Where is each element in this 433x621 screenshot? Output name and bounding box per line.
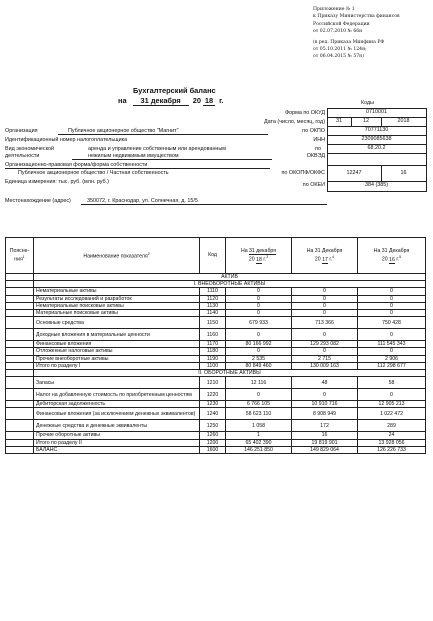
value-2018: 0: [226, 295, 292, 302]
label-okei: по ОКЕИ: [302, 182, 325, 188]
row-name: Запасы: [34, 377, 200, 389]
document-title: Бухгалтерский баланс: [133, 86, 216, 95]
label-okud: Форма по ОКУД: [285, 110, 325, 116]
code-inn: 2309085638: [361, 136, 392, 142]
header-note-line: Приложение № 1: [313, 7, 355, 12]
row-code: 1160: [200, 329, 226, 341]
row-code: 1260: [200, 432, 226, 439]
value-2016: 126 226 733: [358, 446, 426, 453]
row-name: Итого по разделу II: [34, 439, 200, 446]
row-name: Основные средства: [34, 317, 200, 329]
value-2016: 112 298 677: [358, 362, 426, 369]
row-code: 1230: [200, 401, 226, 408]
header-note-line: к Приказу Министерства финансов: [313, 14, 400, 20]
org-label: Организация: [5, 128, 38, 134]
header-note-line: от 02.07.2010 № 66н: [313, 29, 363, 35]
title-day-month: 31 декабря: [133, 96, 189, 106]
table-row: [6, 389, 426, 401]
legal-form-label: Организационно-правовая форма/форма собственности: [5, 162, 270, 169]
row-code: 1200: [200, 439, 226, 446]
row-name: Прочие внеоборотные активы: [34, 355, 200, 362]
row-name: Финансовые вложения: [34, 341, 200, 348]
value-2017: 10 910 716: [292, 401, 358, 408]
explain-cell: [6, 310, 34, 317]
explain-cell: [6, 295, 34, 302]
address-value: 350072, г. Краснодар, ул. Солнечная, д. 15/5: [81, 198, 327, 205]
value-2017: 130 009 163: [292, 362, 358, 369]
table-row: [6, 288, 426, 295]
table-header-row: [6, 238, 426, 274]
value-2018: 80 166 992: [226, 341, 292, 348]
section-title: II. ОБОРОТНЫЕ АКТИВЫ: [34, 370, 426, 377]
section-row: [6, 370, 426, 377]
row-name: Нематериальные активы: [34, 288, 200, 295]
org-name: Публичное акционерное общество "Магнит": [58, 128, 268, 135]
row-code: 1170: [200, 341, 226, 348]
value-2018: 12 116: [226, 377, 292, 389]
code-okved: 68.20.2: [367, 145, 386, 151]
section-title: I. ВНЕОБОРОТНЫЕ АКТИВЫ: [34, 281, 426, 288]
explain-cell: [6, 317, 34, 329]
explain-cell: [6, 439, 34, 446]
explain-cell: [6, 408, 34, 420]
explain-cell: [6, 377, 34, 389]
row-code: 1600: [200, 446, 226, 453]
section-title: АКТИВ: [34, 274, 426, 281]
row-name: Нематериальные поисковые активы: [34, 302, 200, 309]
value-2017: 129 293 082: [292, 341, 358, 348]
value-2017: 2 715: [292, 355, 358, 362]
row-code: 1190: [200, 355, 226, 362]
explain-cell: [6, 302, 34, 309]
explain-cell: [6, 281, 34, 288]
value-2017: 0: [292, 295, 358, 302]
value-2016: 0: [358, 329, 426, 341]
explain-cell: [6, 389, 34, 401]
value-2017: 149 829 064: [292, 446, 358, 453]
value-2018: 65 402 390: [226, 439, 292, 446]
row-code: 1240: [200, 408, 226, 420]
value-2018: 6 766 105: [226, 401, 292, 408]
row-name: Итого по разделу I: [34, 362, 200, 369]
label-okopf: по ОКОПФ/ОКФС: [281, 170, 325, 176]
code-month: 12: [363, 118, 369, 124]
value-2016: 12 905 213: [358, 401, 426, 408]
value-2017: 8 908 949: [292, 408, 358, 420]
code-okpo: 70771130: [364, 127, 389, 133]
codes-header: Коды: [361, 100, 375, 106]
value-2016: 13 928 056: [358, 439, 426, 446]
value-2018: 2 535: [226, 355, 292, 362]
value-2016: 111 545 343: [358, 341, 426, 348]
header-note: [313, 6, 400, 61]
address-label: Местонахождение (адрес): [5, 198, 71, 204]
value-2017: 0: [292, 288, 358, 295]
row-name: Отложенные налоговые активы: [34, 348, 200, 355]
row-code: 1180: [200, 348, 226, 355]
explain-cell: [6, 348, 34, 355]
label-okved-1: по: [315, 146, 321, 152]
value-2016: 1 022 472: [358, 408, 426, 420]
label-okpo: по ОКПО: [302, 128, 325, 134]
value-2016: 58: [358, 377, 426, 389]
row-name: Материальные поисковые активы: [34, 310, 200, 317]
value-2016: 0: [358, 288, 426, 295]
value-2016: 0: [358, 302, 426, 309]
value-2017: 0: [292, 389, 358, 401]
value-2017: 713 366: [292, 317, 358, 329]
explain-cell: [6, 446, 34, 453]
row-code: 1220: [200, 389, 226, 401]
value-2016: 0: [358, 310, 426, 317]
value-2018: 0: [226, 389, 292, 401]
value-2018: 58 623 110: [226, 408, 292, 420]
code-year: 2018: [397, 118, 410, 124]
value-2017: 16: [292, 432, 358, 439]
table-row: [6, 329, 426, 341]
row-code: 1210: [200, 377, 226, 389]
row-code: 1150: [200, 317, 226, 329]
explain-cell: [6, 274, 34, 281]
balance-table: [5, 237, 426, 454]
header-note-line: от 06.04.2015 № 57н): [313, 54, 365, 60]
activity-value-2: нежилым недвижимым имуществом: [72, 153, 272, 160]
table-row: [6, 432, 426, 439]
activity-label-2: деятельности: [5, 153, 40, 159]
table-row: [6, 408, 426, 420]
row-name: Налог на добавленную стоимость по приобретенным ценностям: [34, 389, 200, 401]
label-inn: ИНН: [313, 137, 325, 143]
value-2018: 0: [226, 348, 292, 355]
value-2017: 0: [292, 310, 358, 317]
value-2017: 0: [292, 302, 358, 309]
explain-cell: [6, 329, 34, 341]
value-2016: 2 906: [358, 355, 426, 362]
activity-label-1: Вид экономической: [5, 146, 55, 152]
explain-cell: [6, 420, 34, 432]
col-code: Код: [200, 238, 226, 274]
code-okud: 0710001: [366, 109, 387, 115]
value-2016: 0: [358, 389, 426, 401]
row-code: 1100: [200, 362, 226, 369]
table-row: [6, 362, 426, 369]
value-2016: 750 428: [358, 317, 426, 329]
label-okved-2: ОКВЭД: [306, 153, 325, 159]
row-name: Денежные средства и денежные эквиваленты: [34, 420, 200, 432]
explain-cell: [6, 370, 34, 377]
activity-value-1: аренда и управление собственным или арендованным: [88, 146, 226, 152]
value-2016: 24: [358, 432, 426, 439]
value-2018: 146 251 850: [226, 446, 292, 453]
value-2017: 0: [292, 329, 358, 341]
value-2018: 0: [226, 288, 292, 295]
table-row: [6, 341, 426, 348]
title-year-suffix: г.: [219, 96, 224, 105]
legal-form-value: Публичное акционерное общество / Частная собственность: [18, 170, 169, 176]
row-name: Прочие оборотные активы: [34, 432, 200, 439]
label-date: Дата (число, месяц, год): [263, 119, 325, 125]
value-2016: 0: [358, 295, 426, 302]
value-2018: 80 849 460: [226, 362, 292, 369]
title-na: на: [118, 96, 127, 105]
header-note-line: от 05.10.2011 № 124н;: [313, 47, 367, 53]
title-date-line: [118, 96, 223, 106]
table-row: [6, 420, 426, 432]
code-day: 31: [336, 118, 342, 124]
unit-label: Единица измерения: тыс. руб. (млн. руб.): [5, 179, 109, 185]
explain-cell: [6, 341, 34, 348]
table-row: [6, 355, 426, 362]
value-2016: 0: [358, 348, 426, 355]
row-name: Результаты исследований и разработок: [34, 295, 200, 302]
value-2018: 0: [226, 302, 292, 309]
value-2017: 0: [292, 348, 358, 355]
row-code: 1140: [200, 310, 226, 317]
title-year-prefix: 20: [192, 96, 201, 105]
explain-cell: [6, 401, 34, 408]
col-2018: На 31 декабря 20 18 г.$^3$: [226, 238, 292, 274]
row-name: БАЛАНС: [34, 446, 200, 453]
section-row: [6, 281, 426, 288]
explain-cell: [6, 355, 34, 362]
row-name: Доходные вложения в материальные ценности: [34, 329, 200, 341]
table-row: [6, 310, 426, 317]
value-2016: 289: [358, 420, 426, 432]
header-note-line: Российской Федерации: [313, 21, 370, 27]
explain-cell: [6, 288, 34, 295]
table-row: [6, 401, 426, 408]
table-row: [6, 295, 426, 302]
table-row: [6, 348, 426, 355]
row-name: Финансовые вложения (за исключением денежных эквивалентов): [34, 408, 200, 420]
table-row: [6, 302, 426, 309]
row-name: Дебиторская задолженность: [34, 401, 200, 408]
header-note-line: (в ред. Приказа Минфина РФ: [313, 39, 385, 45]
value-2018: 0: [226, 329, 292, 341]
section-row: [6, 274, 426, 281]
row-code: 1250: [200, 420, 226, 432]
table-row: [6, 439, 426, 446]
explain-cell: [6, 362, 34, 369]
col-name: Наименование показателя$^2$: [34, 238, 200, 274]
col-2017: На 31 Декабря 20 17 г.$^4$: [292, 238, 358, 274]
code-okopf: 12247: [346, 170, 362, 176]
value-2017: 48: [292, 377, 358, 389]
row-code: 1110: [200, 288, 226, 295]
code-okei: 384 (385): [364, 182, 389, 188]
title-year: 18: [204, 96, 214, 105]
value-2018: 1: [226, 432, 292, 439]
row-code: 1120: [200, 295, 226, 302]
value-2017: 19 819 901: [292, 439, 358, 446]
table-row: [6, 377, 426, 389]
col-2016: На 31 Декабря 20 16 г.$^5$: [358, 238, 426, 274]
row-code: 1130: [200, 302, 226, 309]
value-2017: 172: [292, 420, 358, 432]
explain-cell: [6, 432, 34, 439]
value-2018: 1 058: [226, 420, 292, 432]
value-2018: 0: [226, 310, 292, 317]
table-row: [6, 317, 426, 329]
table-row: [6, 446, 426, 453]
value-2018: 679 933: [226, 317, 292, 329]
code-okfs: 16: [400, 170, 407, 176]
inn-label: Идентификационный номер налогоплательщика: [5, 137, 128, 143]
col-explain: Поясне-ния$^1$: [6, 238, 34, 274]
